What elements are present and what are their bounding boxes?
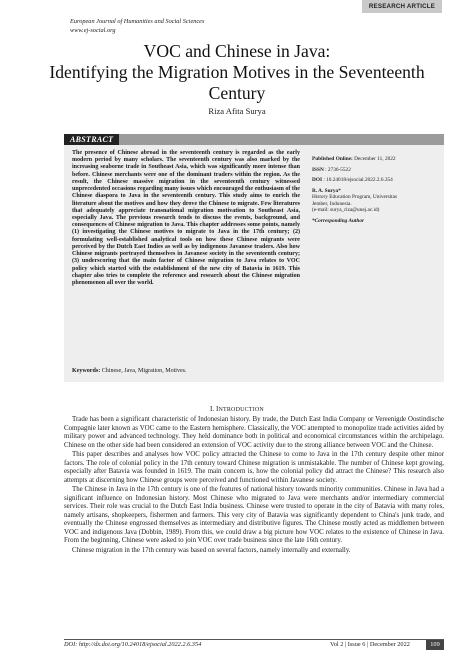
author-short-name: R. A. Surya* [312,187,341,194]
keywords-values: Chinese, Java, Migration, Motives. [101,368,187,374]
issn-value: : 2736-5522 [325,166,351,173]
corresponding-author-note: *Corresponding Author [312,217,365,224]
title-line-1: VOC and Chinese in Java: [143,41,331,61]
title-line-2: Identifying the Migration Motives in the Seventeenth [49,62,425,82]
section-numeral: I. [210,405,215,413]
abstract-text: The presence of Chinese abroad in the seventeenth century is regarded as the early modern period by many scholars. The seventeenth century was also marked by the increasing seaborne trade in Southeast Asia, which was significantly more intense than before. Chinese merchants were one of the dominant traders within the region. As the result, the Chinese massive migration in the seventeenth century witnessed unprecedented occasions regarding many issues which encouraged the enthusiasm of the Chinese diaspora to Java in the seventeenth century. This study aims to enrich the literature about the motives and how they drove the Chinese to migrate. Few literatures that adequately appreciate transnational migration motivation to Southeast Asia, especially Java. The previous research tends to discuss the events, background, and consequences of Chinese migration to Java. This chapter addresses some points, namely (1) investigating the Chinese motives to migrate to Java in the 17th century; (2) formulating well-established analytical tools on how these Chinese migrants were perceived by the Dutch East Indies as well as by indigenous Javanese traders. Also how Chinese migrants portrayed themselves in Javanese society in the seventeenth century; (3) underscoring that the main factor of Chinese migration to Java relates to VOC policy which started with the establishment of the new city of Batavia in 1619. This chapter also tries to complete the reference and research about the Chinese migration phenomenon all over the world. [72,150,300,286]
issn-label: ISSN [312,166,324,173]
author-info [312,188,438,214]
body-paragraph-4: Chinese migration in the 17th century was based on several factors, namely internally and externally. [72,547,351,555]
author-email[interactable]: (e-mail: surya_riza@unej.ac.id) [312,207,380,213]
section-heading-introduction [0,405,474,413]
published-date [312,156,438,163]
page-number: 109 [426,640,444,650]
journal-header [70,18,204,35]
abstract-label: ABSTRACT [64,134,119,145]
doi-value[interactable]: : 10.24018/ejsocial.2022.2.6.354 [323,177,393,183]
journal-name: European Journal of Humanities and Social Sciences [70,18,205,25]
body-paragraph-3: The Chinese in Java in the 17th century is one of the features of national history towards minority communities. Chinese in Java had a significant influence on Indonesian history. Most Chinese who migrated to Java were merchants and/or intermediary commercial services. Their role was crucial to the Dutch East India business. Chinese were trusted to operate in the city of Batavia with many roles, namely artisans, shopkeepers, fishermen and farmers. This very city of Batavia was significantly dependent to China's junk trade, and eventually the Chinese engrossed themselves as intermediary and distributive figures. The Chinese mostly acted as middlemen between VOC and indigenous Java (Dobbin, 1989). From this, we could draw a big picture how VOC relates to the existence of Chinese in Java. From the beginning, Chinese were asked to join VOC over trade business since the late 16th century. [64,486,444,545]
footer-divider [64,639,444,640]
footer-volume-issue: Vol 2 | Issue 6 | December 2022 [330,641,410,648]
doi-info [312,177,438,184]
keywords [72,368,300,374]
doi-label: DOI [312,177,323,183]
body-paragraph-2: This paper describes and analyses how VOC policy attracted the Chinese to come to Java in the 17th century despite other minor factors. The role of colonial policy in the 17th century toward Chinese migration is unmistakable. The number of Chinese kept growing, especially after Batavia was founded in 1619. The main concern is, how the colonial policy did attract the Chinese? This research also attempts at discerning how Chinese groups were perceived and functioned within Javanese society. [64,451,444,484]
section-title [216,405,264,413]
article-info-sidebar [312,156,438,228]
affiliation-line-1: History Education Program, Universitas [312,194,398,200]
article-title [40,41,434,104]
section-title-rest: NTRODUCTION [218,407,264,413]
published-value: December 11, 2022 [354,156,396,162]
issn [312,167,438,174]
keywords-label: Keywords: [72,368,101,374]
published-label: Published Online: [312,156,353,162]
title-line-3: Century [208,83,266,103]
body-paragraph-1: Trade has been a significant characteristic of Indonesian history. By trade, the Dutch East India Company or Vereenigde Oostindische Compagnie later known as VOC came to the Eastern hemisphere. Classically, the VOC attempted to monopolize trade activities aided by military power and advanced technology. They held dominance both in political and economical circumstances within the archipelago. Chinese on the other side had been considered an extension of VOC activity due to the strong alliance between VOC and the Chinese. [64,416,444,449]
footer-doi[interactable]: DOI: http://dx.doi.org/10.24018/ejsocial.2022.2.6.354 [64,641,202,648]
author-name: Riza Afita Surya [208,106,266,116]
journal-url[interactable]: www.ej-social.org [70,26,116,34]
section-title-initial: I [216,405,219,413]
article-type-badge: RESEARCH ARTICLE [362,0,442,13]
introduction-body [64,416,444,557]
abstract-header-bar [64,134,444,145]
affiliation-line-2: Jember, Indonesia. [312,200,352,207]
